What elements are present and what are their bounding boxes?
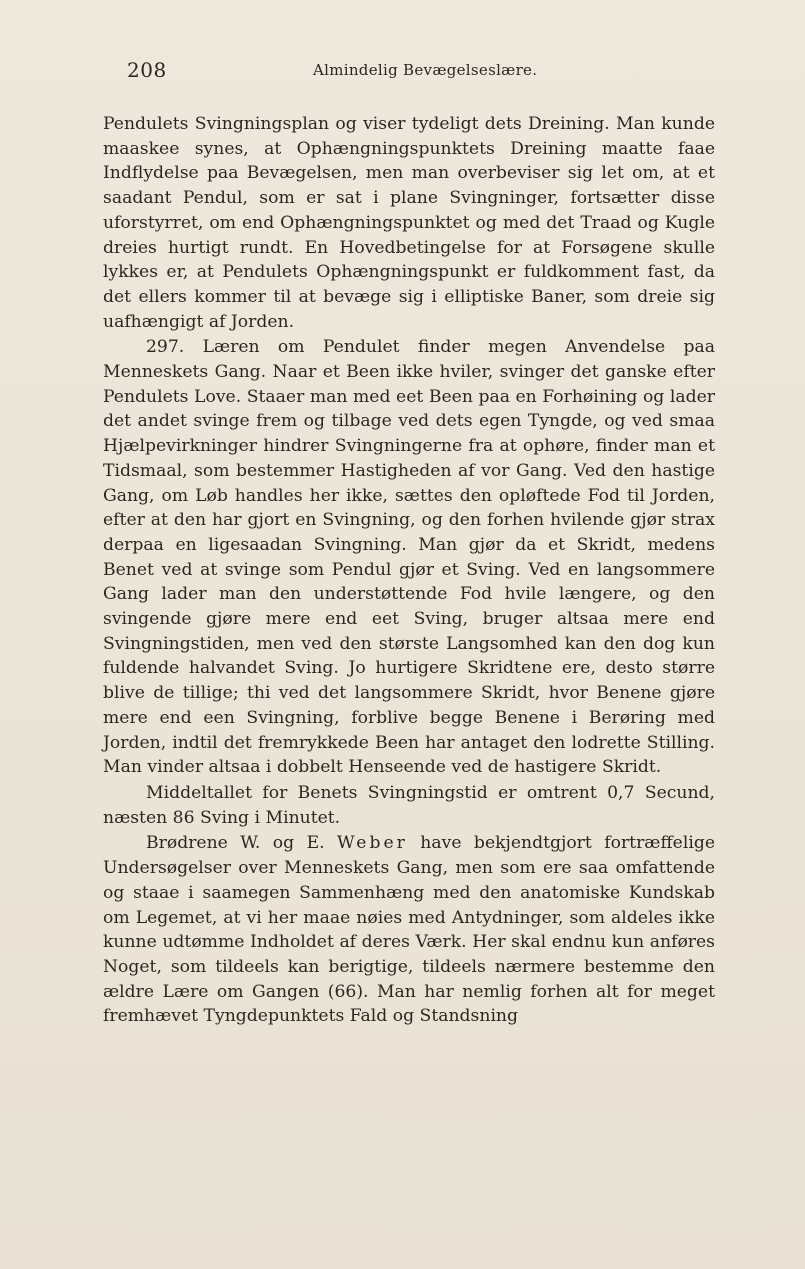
paragraph-297: 297. Læren om Pendulet finder megen Anvendelse paa Menneskets Gang. Naar et Been ikke hviler, svinger det ganske efter Pendulets Love. Staaer man med eet Been paa en Forhøining og lader det andet svinge frem og tilbage ved dets egen Tyngde, og ved smaa Hjælpevirkninger hindrer Svingningerne fra at ophøre, finder man et Tidsmaal, som bestemmer Hastigheden af vor Gang. Ved den hastige Gang, om Løb handles her ikke, sættes den opløftede Fod til Jorden, efter at den har gjort en Svingning, og den forhen hvilende gjør strax derpaa en ligesaadan Svingning. Man gjør da et Skridt, medens Benet ved at svinge som Pendul gjør et Sving. Ved en langsommere Gang lader man den understøttende Fod hvile længere, og den svingende gjøre mere end eet Sving, bruger altsaa mere end Svingningstiden, men ved den største Langsomhed kan den dog kun fuldende halvandet Sving. Jo hurtigere Skridtene ere, desto større blive de tillige; thi ved det langsommere Skridt, hvor Benene gjøre mere end een Svingning, forblive begge Benene i Berøring med Jorden, indtil det fremrykkede Been har antaget den lodrette Stilling. Man vinder altsaa i dobbelt Henseende ved de hastigere Skridt. [103,337,715,778]
author-name-weber: Weber [337,833,408,854]
body-text [103,112,715,1029]
running-title: Almindelig Bevægelseslære. [313,61,538,79]
page-number: 208 [127,58,167,82]
paragraph-weber-text: have bekjendtgjort fortræffelige Undersøgelser over Menneskets Gang, men som ere saa omfattende og staae i saamegen Sammenhæng med den anatomiske Kundskab om Legemet, at vi her maae nøies med Antydninger, som aldeles ikke kunne udtømme Indholdet af deres Værk. Her skal endnu kun anføres Noget, som tildeels kan berigtige, tildeels nærmere bestemme den ældre Lære om Gangen (66). Man har nemlig forhen alt for meget fremhævet Tyngdepunktets Fald og Standsning [103,833,715,1027]
authors-lead: Brødrene W. og E. [146,833,325,854]
paragraph-continuation: Pendulets Svingningsplan og viser tydeligt dets Dreining. Man kunde maaskee synes, at Ophængningspunktets Dreining maatte faae Indflydelse paa Bevægelsen, men man overbeviser sig let om, at et saadant Pendul, som er sat i plane Svingninger, fortsætter disse uforstyrret, om end Ophængningspunktet og med det Traad og Kugle dreies hurtigt rundt. En Hovedbetingelse for at Forsøgene skulle lykkes er, at Pendulets Ophængningspunkt er fuldkomment fast, da det ellers kommer til at bevæge sig i elliptiske Baner, som dreie sig uafhængigt af Jorden. [103,114,715,332]
paragraph-brodrene-weber [103,831,715,1029]
page-header [103,56,715,88]
paragraph-middeltallet: Middeltallet for Benets Svingningstid er omtrent 0,7 Secund, næsten 86 Sving i Minutet. [103,782,715,828]
